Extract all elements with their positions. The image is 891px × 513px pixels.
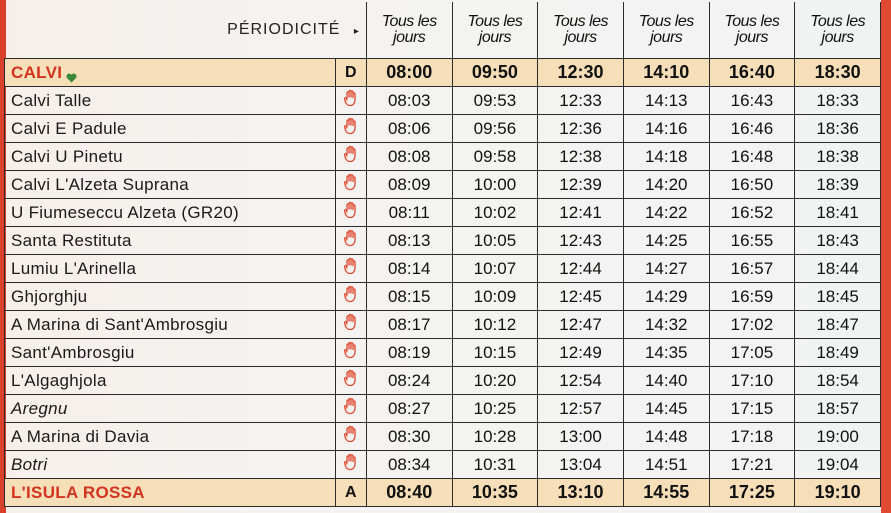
departure-time: 18:38 bbox=[795, 143, 881, 171]
stop-row bbox=[5, 423, 881, 451]
stop-name bbox=[5, 479, 336, 507]
departure-time: 13:04 bbox=[538, 451, 624, 479]
departure-time: 08:40 bbox=[366, 479, 452, 507]
departure-time: 18:43 bbox=[795, 227, 881, 255]
departure-time: 18:49 bbox=[795, 339, 881, 367]
hand-icon bbox=[343, 229, 359, 247]
departure-time: 16:40 bbox=[709, 59, 795, 87]
stop-marker bbox=[335, 395, 366, 423]
stop-row bbox=[5, 115, 881, 143]
departure-time: 19:00 bbox=[795, 423, 881, 451]
stop-name bbox=[5, 395, 336, 423]
stop-row bbox=[5, 367, 881, 395]
stop-row bbox=[5, 87, 881, 115]
departure-time: 12:30 bbox=[538, 59, 624, 87]
stop-row bbox=[5, 339, 881, 367]
stop-name-text: Calvi U Pinetu bbox=[11, 146, 123, 166]
stop-row bbox=[5, 227, 881, 255]
departure-time: 18:45 bbox=[795, 283, 881, 311]
departure-time: 10:02 bbox=[452, 199, 538, 227]
stop-name bbox=[5, 283, 336, 311]
departure-time: 10:28 bbox=[452, 423, 538, 451]
departure-time: 10:31 bbox=[452, 451, 538, 479]
stop-marker bbox=[335, 115, 366, 143]
hand-icon bbox=[343, 453, 359, 471]
departure-time: 14:48 bbox=[623, 423, 709, 451]
stop-code: D bbox=[344, 63, 357, 81]
departure-time: 16:43 bbox=[709, 87, 795, 115]
departure-time: 17:18 bbox=[709, 423, 795, 451]
stop-marker bbox=[335, 255, 366, 283]
departure-time: 18:33 bbox=[795, 87, 881, 115]
departure-time: 18:57 bbox=[795, 395, 881, 423]
departure-time: 12:57 bbox=[538, 395, 624, 423]
header-row bbox=[5, 2, 881, 59]
stop-marker bbox=[335, 451, 366, 479]
departure-time: 14:40 bbox=[623, 367, 709, 395]
departure-time: 12:38 bbox=[538, 143, 624, 171]
departure-time: 14:25 bbox=[623, 227, 709, 255]
departure-time: 18:30 bbox=[795, 59, 881, 87]
hand-icon bbox=[343, 89, 359, 107]
departure-time: 10:09 bbox=[452, 283, 538, 311]
hand-icon bbox=[343, 285, 359, 303]
departure-time: 08:06 bbox=[366, 115, 452, 143]
hand-icon bbox=[343, 201, 359, 219]
stop-name-text: CALVI bbox=[11, 62, 63, 82]
departure-time: 08:30 bbox=[366, 423, 452, 451]
departure-time: 14:13 bbox=[623, 87, 709, 115]
departure-time: 14:45 bbox=[623, 395, 709, 423]
stop-name-text: U Fiumeseccu Alzeta (GR20) bbox=[11, 202, 239, 222]
stop-marker bbox=[335, 311, 366, 339]
hand-icon bbox=[343, 145, 359, 163]
hand-icon bbox=[343, 425, 359, 443]
arrow-right-icon: ▸ bbox=[353, 26, 360, 37]
departure-time: 09:53 bbox=[452, 87, 538, 115]
stop-name-text: Botri bbox=[11, 454, 48, 474]
stop-name bbox=[5, 227, 336, 255]
frequency-header bbox=[538, 2, 624, 59]
stop-name bbox=[5, 171, 336, 199]
frequency-label: Tous les jours bbox=[724, 13, 780, 46]
departure-time: 08:34 bbox=[366, 451, 452, 479]
departure-time: 12:33 bbox=[538, 87, 624, 115]
departure-time: 16:50 bbox=[709, 171, 795, 199]
stop-name bbox=[5, 311, 336, 339]
departure-time: 12:45 bbox=[538, 283, 624, 311]
departure-time: 08:27 bbox=[366, 395, 452, 423]
departure-time: 12:54 bbox=[538, 367, 624, 395]
departure-time: 08:03 bbox=[366, 87, 452, 115]
departure-time: 13:10 bbox=[538, 479, 624, 507]
frequency-label: Tous les jours bbox=[553, 13, 609, 46]
frequency-header bbox=[795, 2, 881, 59]
stop-row bbox=[5, 451, 881, 479]
departure-time: 14:29 bbox=[623, 283, 709, 311]
hand-icon bbox=[343, 117, 359, 135]
departure-time: 16:59 bbox=[709, 283, 795, 311]
departure-time: 16:55 bbox=[709, 227, 795, 255]
departure-time: 10:20 bbox=[452, 367, 538, 395]
stop-name-text: A Marina di Davia bbox=[11, 426, 150, 446]
stop-name-text: Calvi E Padule bbox=[11, 118, 127, 138]
departure-time: 10:00 bbox=[452, 171, 538, 199]
departure-time: 08:17 bbox=[366, 311, 452, 339]
stop-row bbox=[5, 255, 881, 283]
departure-time: 18:44 bbox=[795, 255, 881, 283]
departure-time: 17:02 bbox=[709, 311, 795, 339]
departure-time: 12:44 bbox=[538, 255, 624, 283]
hand-icon bbox=[343, 341, 359, 359]
stop-marker bbox=[335, 199, 366, 227]
departure-time: 16:52 bbox=[709, 199, 795, 227]
frequency-label: Tous les jours bbox=[381, 13, 437, 46]
departure-time: 09:50 bbox=[452, 59, 538, 87]
hand-icon bbox=[343, 397, 359, 415]
frequency-label: Tous les jours bbox=[638, 13, 694, 46]
departure-time: 10:25 bbox=[452, 395, 538, 423]
departure-time: 14:10 bbox=[623, 59, 709, 87]
departure-time: 17:25 bbox=[709, 479, 795, 507]
stop-marker bbox=[335, 367, 366, 395]
stop-name-text: A Marina di Sant'Ambrosgiu bbox=[11, 314, 229, 334]
stop-row bbox=[5, 199, 881, 227]
stop-name-text: L'Algaghjola bbox=[11, 370, 107, 390]
stop-row bbox=[5, 143, 881, 171]
hand-icon bbox=[343, 173, 359, 191]
departure-time: 17:21 bbox=[709, 451, 795, 479]
frequency-label: Tous les jours bbox=[810, 13, 866, 46]
departure-time: 08:08 bbox=[366, 143, 452, 171]
stop-name-text: Ghjorghju bbox=[11, 286, 88, 306]
departure-time: 08:09 bbox=[366, 171, 452, 199]
departure-time: 10:15 bbox=[452, 339, 538, 367]
stop-name-text: Lumiu L'Arinella bbox=[11, 258, 137, 278]
departure-time: 14:55 bbox=[623, 479, 709, 507]
departure-time: 18:41 bbox=[795, 199, 881, 227]
departure-time: 18:36 bbox=[795, 115, 881, 143]
departure-time: 18:39 bbox=[795, 171, 881, 199]
bus-timetable bbox=[4, 2, 881, 507]
stop-marker bbox=[335, 143, 366, 171]
periodicity-label: PÉRIODICITÉ bbox=[227, 21, 341, 38]
departure-time: 16:46 bbox=[709, 115, 795, 143]
stop-name bbox=[5, 367, 336, 395]
stop-name bbox=[5, 199, 336, 227]
stop-name-text: Calvi Talle bbox=[11, 90, 92, 110]
departure-time: 14:32 bbox=[623, 311, 709, 339]
stop-name bbox=[5, 87, 336, 115]
origin-row bbox=[5, 59, 881, 87]
departure-time: 16:48 bbox=[709, 143, 795, 171]
hand-icon bbox=[343, 257, 359, 275]
departure-time: 10:07 bbox=[452, 255, 538, 283]
stop-marker bbox=[335, 423, 366, 451]
stop-name bbox=[5, 115, 336, 143]
frequency-header bbox=[452, 2, 538, 59]
departure-time: 10:35 bbox=[452, 479, 538, 507]
departure-time: 08:15 bbox=[366, 283, 452, 311]
stop-marker bbox=[335, 171, 366, 199]
right-border bbox=[881, 0, 891, 513]
frequency-header bbox=[709, 2, 795, 59]
departure-time: 12:43 bbox=[538, 227, 624, 255]
stop-row bbox=[5, 311, 881, 339]
terminus-row bbox=[5, 479, 881, 507]
departure-time: 14:20 bbox=[623, 171, 709, 199]
stop-name bbox=[5, 255, 336, 283]
departure-time: 12:49 bbox=[538, 339, 624, 367]
departure-time: 08:19 bbox=[366, 339, 452, 367]
stop-marker bbox=[335, 59, 366, 87]
departure-time: 10:05 bbox=[452, 227, 538, 255]
departure-time: 17:15 bbox=[709, 395, 795, 423]
stop-marker bbox=[335, 339, 366, 367]
departure-time: 19:10 bbox=[795, 479, 881, 507]
periodicity-header bbox=[5, 2, 367, 59]
departure-time: 08:14 bbox=[366, 255, 452, 283]
departure-time: 08:13 bbox=[366, 227, 452, 255]
stop-marker bbox=[335, 479, 366, 507]
stop-name-text: Santa Restituta bbox=[11, 230, 132, 250]
departure-time: 16:57 bbox=[709, 255, 795, 283]
departure-time: 08:00 bbox=[366, 59, 452, 87]
frequency-header bbox=[366, 2, 452, 59]
departure-time: 08:11 bbox=[366, 199, 452, 227]
departure-time: 14:18 bbox=[623, 143, 709, 171]
stop-name bbox=[5, 423, 336, 451]
stop-row bbox=[5, 395, 881, 423]
stop-name-text: L'ISULA ROSSA bbox=[11, 482, 145, 502]
departure-time: 12:39 bbox=[538, 171, 624, 199]
hand-icon bbox=[343, 369, 359, 387]
departure-time: 12:47 bbox=[538, 311, 624, 339]
departure-time: 14:35 bbox=[623, 339, 709, 367]
stop-marker bbox=[335, 227, 366, 255]
departure-time: 19:04 bbox=[795, 451, 881, 479]
stop-name bbox=[5, 339, 336, 367]
stop-name-text: Aregnu bbox=[11, 398, 68, 418]
departure-time: 14:22 bbox=[623, 199, 709, 227]
departure-time: 13:00 bbox=[538, 423, 624, 451]
departure-time: 17:10 bbox=[709, 367, 795, 395]
stop-name bbox=[5, 143, 336, 171]
departure-time: 12:36 bbox=[538, 115, 624, 143]
departure-time: 17:05 bbox=[709, 339, 795, 367]
stop-marker bbox=[335, 87, 366, 115]
departure-time: 08:24 bbox=[366, 367, 452, 395]
departure-time: 09:56 bbox=[452, 115, 538, 143]
departure-time: 10:12 bbox=[452, 311, 538, 339]
stop-marker bbox=[335, 283, 366, 311]
departure-time: 18:54 bbox=[795, 367, 881, 395]
stop-name bbox=[5, 59, 336, 87]
departure-time: 14:27 bbox=[623, 255, 709, 283]
stop-code: A bbox=[344, 483, 357, 501]
stop-name-text: Calvi L'Alzeta Suprana bbox=[11, 174, 190, 194]
departure-time: 09:58 bbox=[452, 143, 538, 171]
departure-time: 14:16 bbox=[623, 115, 709, 143]
frequency-label: Tous les jours bbox=[467, 13, 523, 46]
stop-row bbox=[5, 171, 881, 199]
stop-name bbox=[5, 451, 336, 479]
departure-time: 12:41 bbox=[538, 199, 624, 227]
stop-row bbox=[5, 283, 881, 311]
departure-time: 18:47 bbox=[795, 311, 881, 339]
stop-name-text: Sant'Ambrosgiu bbox=[11, 342, 135, 362]
departure-time: 14:51 bbox=[623, 451, 709, 479]
heart-icon bbox=[66, 68, 77, 78]
hand-icon bbox=[343, 313, 359, 331]
frequency-header bbox=[623, 2, 709, 59]
